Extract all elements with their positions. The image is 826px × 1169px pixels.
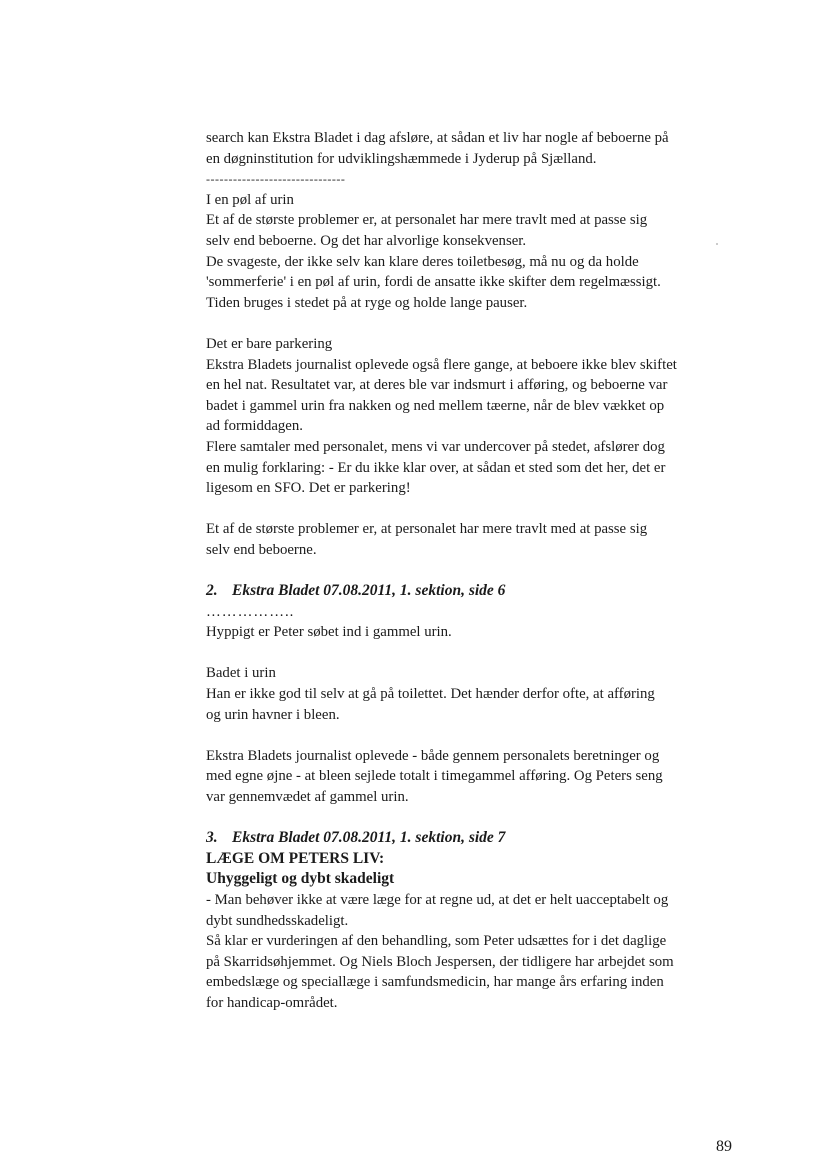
article3-number: 3. <box>206 829 218 847</box>
section2-p2-line2: en mulig forklaring: - Er du ikke klar over, at sådan et sted som det her, det er <box>206 459 666 476</box>
article2-subheading: Badet i urin <box>206 665 276 682</box>
article2-p1-line2: og urin havner i bleen. <box>206 706 340 723</box>
section2-p1-line3: badet i gammel urin fra nakken og ned mellem tæerne, når de blev vækket op <box>206 397 665 414</box>
article2-lead: Hyppigt er Peter søbet ind i gammel urin. <box>206 624 452 641</box>
article2-source: Ekstra Bladet 07.08.2011, 1. sektion, side 6 <box>232 582 506 600</box>
page-number: 89 <box>716 1138 732 1155</box>
article3-source-heading <box>206 828 746 849</box>
article3-subheadline: Uhyggeligt og dybt skadeligt <box>206 870 395 888</box>
article2-number: 2. <box>206 582 218 600</box>
section2-p2-line1: Flere samtaler med personalet, mens vi var undercover på stedet, afslører dog <box>206 438 665 455</box>
article3-source: Ekstra Bladet 07.08.2011, 1. sektion, side 7 <box>232 829 506 847</box>
text-column <box>206 128 746 1014</box>
article2-p2-line2: med egne øjne - at bleen sejlede totalt i timegammel afføring. Og Peters seng <box>206 768 663 785</box>
article3-p2-line2: på Skarridsøhjemmet. Og Niels Bloch Jespersen, der tidligere har arbejdet som <box>206 953 674 970</box>
article3-p1-line1: - Man behøver ikke at være læge for at regne ud, at det er helt uacceptabelt og <box>206 891 669 908</box>
section2-p3-line2: selv end beboerne. <box>206 541 317 558</box>
article3-p2-line1: Så klar er vurderingen af den behandling, som Peter udsættes for i det daglige <box>206 933 667 950</box>
section1-p2-line2: 'sommerferie' i en pøl af urin, fordi de ansatte ikke skifter dem regelmæssigt. <box>206 274 661 291</box>
section2-p2-line3: ligesom en SFO. Det er parkering! <box>206 480 411 497</box>
intro-line-1: search kan Ekstra Bladet i dag afsløre, at sådan et liv har nogle af beboerne på <box>206 130 669 146</box>
section2-p1-line1: Ekstra Bladets journalist oplevede også flere gange, at beboere ikke blev skiftet <box>206 356 677 373</box>
intro-line-2: en døgninstitution for udviklingshæmmede i Jyderup på Sjælland. <box>206 150 597 167</box>
article2-p2-line3: var gennemvædet af gammel urin. <box>206 789 409 805</box>
section1-p1-line2: selv end beboerne. Og det har alvorlige konsekvenser. <box>206 232 527 249</box>
article2-p1-line1: Han er ikke god til selv at gå på toilettet. Det hænder derfor ofte, at afføring <box>206 686 655 703</box>
section2-p1-line2: en hel nat. Resultatet var, at deres ble var indsmurt i afføring, og beboerne var <box>206 377 668 394</box>
section1-p2-line3: Tiden bruges i stedet på at ryge og holde lange pauser. <box>206 294 528 311</box>
article2-source-heading <box>206 581 746 602</box>
section2-p3-line1: Et af de største problemer er, at personalet har mere travlt med at passe sig <box>206 521 648 538</box>
article2-p2-line1: Ekstra Bladets journalist oplevede - både gennem personalets beretninger og <box>206 747 660 764</box>
section1-subheading: I en pøl af urin <box>206 191 294 208</box>
article2-ellipsis: …………….. <box>206 603 295 620</box>
section1-p1-line1: Et af de største problemer er, at personalet har mere travlt med at passe sig <box>206 212 648 229</box>
section2-subheading: Det er bare parkering <box>206 335 333 352</box>
article3-p1-line2: dybt sundhedsskadeligt. <box>206 912 349 929</box>
article3-p2-line4: for handicap-området. <box>206 994 338 1011</box>
section2-p1-line4: ad formiddagen. <box>206 418 303 435</box>
article3-p2-line3: embedslæge og speciallæge i samfundsmedicin, har mange års erfaring inden <box>206 974 664 991</box>
article3-headline: LÆGE OM PETERS LIV: <box>206 849 385 867</box>
separator-line: ------------------------------- <box>206 172 346 187</box>
section1-p2-line1: De svageste, der ikke selv kan klare deres toiletbesøg, må nu og da holde <box>206 253 639 270</box>
